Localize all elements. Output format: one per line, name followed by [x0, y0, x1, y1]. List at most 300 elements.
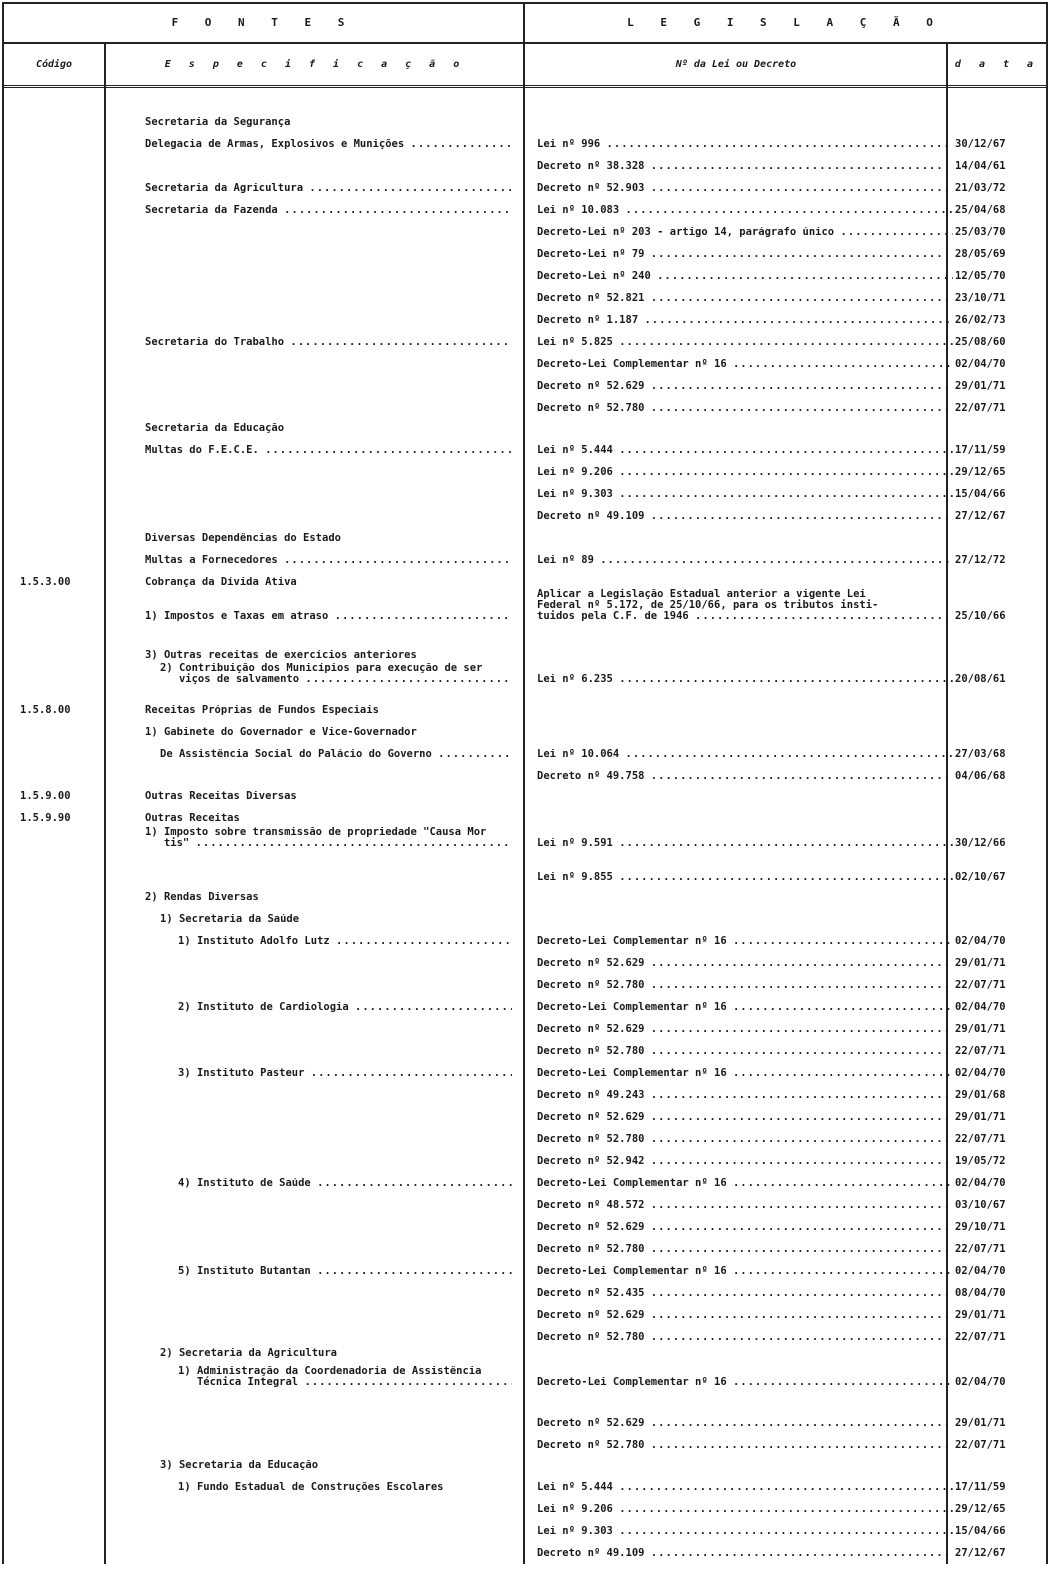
data-cell: 22/07/71 [955, 1331, 1006, 1343]
numero-lei-cell [537, 337, 953, 348]
numero-lei-cell [537, 1090, 953, 1101]
especificacao-cell-line [145, 423, 512, 434]
data-cell: 25/08/60 [955, 336, 1006, 348]
leader-dots [657, 271, 953, 282]
numero-lei-cell [537, 315, 953, 326]
data-cell: 25/03/70 [955, 226, 1006, 238]
leader-dots [651, 958, 953, 969]
especificacao-cell-line [178, 936, 512, 947]
leader-dots [619, 674, 953, 685]
table-row [0, 744, 1052, 765]
data-cell: 25/04/68 [955, 204, 1006, 216]
numero-lei-cell-line [537, 467, 953, 478]
numero-lei-cell [537, 1178, 953, 1189]
numero-lei-cell-line [537, 381, 953, 392]
leader-dots [438, 749, 512, 760]
table-row [0, 178, 1052, 199]
table-row [0, 354, 1052, 375]
numero-lei-cell [537, 1002, 953, 1013]
data-cell: 12/05/70 [955, 270, 1006, 282]
table-row [0, 266, 1052, 287]
numero-lei-cell-text: Decreto nº 52.780 [537, 980, 651, 991]
numero-lei-cell [537, 771, 953, 782]
table-row [0, 887, 1052, 908]
data-cell: 22/07/71 [955, 1243, 1006, 1255]
data-cell: 25/10/66 [955, 610, 1006, 622]
numero-lei-cell [537, 872, 953, 883]
numero-lei-cell-line [537, 1482, 953, 1493]
table-row [0, 931, 1052, 952]
numero-lei-cell-text: Lei nº 9.206 [537, 1504, 620, 1515]
leader-dots [651, 1288, 953, 1299]
numero-lei-cell-text: Lei nº 6.235 [537, 674, 620, 685]
especificacao-cell-text: 1) Secretaria da Saúde [160, 914, 300, 925]
data-cell: 22/07/71 [955, 1439, 1006, 1451]
data-cell: 29/01/68 [955, 1089, 1006, 1101]
numero-lei-cell [537, 381, 953, 392]
numero-lei-cell-text: Decreto nº 49.109 [537, 1548, 651, 1559]
leader-dots [619, 445, 953, 456]
numero-lei-cell-line [537, 958, 953, 969]
numero-lei-cell-text: Lei nº 5.444 [537, 1482, 620, 1493]
leader-dots [284, 205, 512, 216]
especificacao-cell-line [145, 205, 512, 216]
especificacao-cell [178, 1266, 512, 1277]
numero-lei-cell-text: Decreto-Lei nº 79 [537, 249, 651, 260]
numero-lei-cell-line [537, 315, 953, 326]
especificacao-cell-line [145, 791, 512, 802]
especificacao-cell-line [145, 838, 512, 849]
table-row [0, 953, 1052, 974]
leader-dots [626, 205, 953, 216]
especificacao-cell-line [145, 533, 512, 544]
data-cell: 19/05/72 [955, 1155, 1006, 1167]
leader-dots [651, 1244, 953, 1255]
especificacao-cell [145, 117, 512, 128]
especificacao-cell-line [145, 117, 512, 128]
especificacao-cell-text: 5) Instituto Butantan [178, 1266, 318, 1277]
table-row [0, 112, 1052, 133]
data-cell: 27/03/68 [955, 748, 1006, 760]
data-cell: 30/12/67 [955, 138, 1006, 150]
numero-lei-cell-text: Lei nº 9.591 [537, 838, 620, 849]
especificacao-cell-text: 3) Instituto Pasteur [178, 1068, 311, 1079]
leader-dots [651, 1024, 953, 1035]
numero-lei-cell-text: Decreto nº 52.629 [537, 381, 651, 392]
leader-dots [651, 1548, 953, 1559]
numero-lei-cell [537, 1310, 953, 1321]
table-row [0, 462, 1052, 483]
numero-lei-cell-line [537, 293, 953, 304]
especificacao-cell-text: Delegacia de Armas, Explosivos e Munições [145, 139, 411, 150]
leader-dots [305, 674, 512, 685]
especificacao-cell-text: tis" [145, 837, 196, 849]
leader-dots [651, 771, 953, 782]
leader-dots [619, 467, 953, 478]
numero-lei-cell-line [537, 936, 953, 947]
leader-dots [695, 611, 953, 622]
table-row [0, 1521, 1052, 1542]
numero-lei-cell-line [537, 1244, 953, 1255]
data-cell: 29/01/71 [955, 380, 1006, 392]
numero-lei-cell-line [537, 1332, 953, 1343]
numero-lei-cell-line [537, 1068, 953, 1079]
numero-lei-cell-line [537, 337, 953, 348]
numero-lei-cell-text: Decreto nº 52.780 [537, 1244, 651, 1255]
leader-dots [619, 337, 953, 348]
numero-lei-cell-text: Lei nº 9.303 [537, 1526, 620, 1537]
table-row [0, 484, 1052, 505]
numero-lei-cell-line [537, 205, 953, 216]
table-row [0, 1173, 1052, 1194]
leader-dots [651, 1440, 953, 1451]
table-row [0, 440, 1052, 461]
numero-lei-cell-line [537, 1090, 953, 1101]
data-cell: 27/12/72 [955, 554, 1006, 566]
numero-lei-cell-text: Decreto nº 52.629 [537, 1418, 651, 1429]
numero-lei-cell-line [537, 980, 953, 991]
especificacao-cell-text: Secretaria da Agricultura [145, 183, 310, 194]
especificacao-cell [145, 611, 512, 622]
leader-dots [355, 1002, 512, 1013]
numero-lei-cell [537, 589, 953, 622]
data-cell: 02/10/67 [955, 871, 1006, 883]
numero-lei-cell [537, 980, 953, 991]
data-cell: 29/10/71 [955, 1221, 1006, 1233]
leader-dots [600, 555, 953, 566]
numero-lei-cell [537, 674, 953, 685]
numero-lei-cell [537, 1024, 953, 1035]
numero-lei-cell-text: Decreto nº 1.187 [537, 315, 645, 326]
numero-lei-cell-text: Decreto nº 52.629 [537, 1222, 651, 1233]
data-cell: 17/11/59 [955, 444, 1006, 456]
especificacao-cell [145, 705, 512, 716]
leader-dots [651, 1046, 953, 1057]
numero-lei-cell-line [537, 1526, 953, 1537]
numero-lei-cell-line [537, 872, 953, 883]
numero-lei-cell [537, 1288, 953, 1299]
numero-lei-cell-line [537, 1002, 953, 1013]
numero-lei-cell-line [537, 1024, 953, 1035]
especificacao-cell-text: 2) Secretaria da Agricultura [160, 1348, 338, 1359]
especificacao-cell-line [178, 1068, 512, 1079]
especificacao-cell-text: 3) Secretaria da Educação [160, 1460, 319, 1471]
numero-lei-cell-text: Decreto-Lei Complementar nº 16 [537, 1377, 733, 1388]
header-group-row [2, 2, 1048, 44]
table-row [0, 822, 1052, 854]
numero-lei-cell-text: Decreto-Lei Complementar nº 16 [537, 1266, 733, 1277]
especificacao-cell-line [160, 749, 512, 760]
numero-lei-cell-line [537, 161, 953, 172]
especificacao-cell-line [145, 727, 512, 738]
numero-lei-cell [537, 445, 953, 456]
especificacao-cell-line [145, 892, 512, 903]
leader-dots [651, 403, 953, 414]
especificacao-cell [145, 183, 512, 194]
numero-lei-cell [537, 139, 953, 150]
especificacao-cell-text: Outras Receitas Diversas [145, 791, 297, 802]
numero-lei-cell-text: Decreto nº 52.629 [537, 1024, 651, 1035]
numero-lei-cell-text: Federal nº 5.172, de 25/10/66, para os tributos insti- [537, 599, 879, 611]
leader-dots [651, 1156, 953, 1167]
especificacao-cell-text: viços de salvamento [160, 673, 306, 685]
numero-lei-cell-text: Lei nº 9.303 [537, 489, 620, 500]
numero-lei-cell [537, 489, 953, 500]
especificacao-cell [178, 1068, 512, 1079]
especificacao-cell [160, 914, 512, 925]
data-cell: 15/04/66 [955, 1525, 1006, 1537]
leader-dots [265, 445, 512, 456]
data-cell: 27/12/67 [955, 1547, 1006, 1559]
especificacao-cell-line [145, 705, 512, 716]
leader-dots [196, 838, 512, 849]
table-row [0, 584, 1052, 627]
table-row [0, 134, 1052, 155]
leader-dots [651, 1310, 953, 1321]
numero-lei-cell-text: Lei nº 10.064 [537, 749, 626, 760]
numero-lei-cell [537, 1244, 953, 1255]
data-cell: 02/04/70 [955, 1265, 1006, 1277]
table-row [0, 1151, 1052, 1172]
numero-lei-cell [537, 467, 953, 478]
data-cell: 04/06/68 [955, 770, 1006, 782]
especificacao-cell-line [145, 445, 512, 456]
table-row [0, 786, 1052, 807]
data-cell: 02/04/70 [955, 1177, 1006, 1189]
leader-dots [607, 139, 953, 150]
numero-lei-cell-line [537, 771, 953, 782]
leader-dots [317, 1266, 512, 1277]
header-especificacao: E s p e c i f i c a ç ã o [164, 58, 466, 70]
especificacao-cell-text: 1) Imposto sobre transmissão de propriedade "Causa Mor [145, 827, 487, 838]
numero-lei-cell [537, 1200, 953, 1211]
data-cell: 29/12/65 [955, 1503, 1006, 1515]
numero-lei-cell-line [537, 1548, 953, 1559]
data-cell: 17/11/59 [955, 1481, 1006, 1493]
especificacao-cell-text: Técnica Integral [178, 1376, 305, 1388]
numero-lei-cell [537, 749, 953, 760]
data-cell: 02/04/70 [955, 1067, 1006, 1079]
especificacao-cell-line [160, 1348, 512, 1359]
leader-dots [651, 1418, 953, 1429]
numero-lei-cell-line [537, 1266, 953, 1277]
table-row [0, 550, 1052, 571]
data-cell: 02/04/70 [955, 1376, 1006, 1388]
numero-lei-cell-line [537, 1288, 953, 1299]
leader-dots [335, 611, 512, 622]
leader-dots [336, 936, 512, 947]
codigo-cell: 1.5.8.00 [20, 704, 71, 716]
table-row [0, 1435, 1052, 1456]
data-cell: 27/12/67 [955, 510, 1006, 522]
numero-lei-cell [537, 1332, 953, 1343]
numero-lei-cell-text: Decreto nº 38.328 [537, 161, 651, 172]
header-fontes: F O N T E S [171, 15, 355, 29]
leader-dots [619, 1504, 953, 1515]
leader-dots [733, 936, 953, 947]
especificacao-cell [178, 1002, 512, 1013]
numero-lei-cell-line [537, 838, 953, 849]
numero-lei-cell-line [537, 1418, 953, 1429]
especificacao-cell [178, 1178, 512, 1189]
leader-dots [304, 1377, 512, 1388]
especificacao-cell [145, 533, 512, 544]
numero-lei-cell-text: Decreto-Lei Complementar nº 16 [537, 1178, 733, 1189]
especificacao-cell [178, 936, 512, 947]
numero-lei-cell [537, 249, 953, 260]
numero-lei-cell-line [537, 1377, 953, 1388]
numero-lei-cell [537, 1112, 953, 1123]
numero-lei-cell-text: Decreto nº 52.780 [537, 1440, 651, 1451]
numero-lei-cell-text: Decreto nº 49.243 [537, 1090, 651, 1101]
numero-lei-cell [537, 1134, 953, 1145]
header-data: d a t a [954, 58, 1040, 70]
especificacao-cell-text: Cobrança da Dívida Ativa [145, 577, 297, 588]
especificacao-cell [160, 749, 512, 760]
especificacao-cell [160, 1460, 512, 1471]
table-row [0, 1543, 1052, 1564]
numero-lei-cell-line [537, 555, 953, 566]
data-cell: 29/01/71 [955, 1309, 1006, 1321]
especificacao-cell-line [178, 1482, 512, 1493]
especificacao-cell [145, 727, 512, 738]
leader-dots [733, 1266, 953, 1277]
numero-lei-cell [537, 1548, 953, 1559]
numero-lei-cell-text: Decreto-Lei Complementar nº 16 [537, 1068, 733, 1079]
numero-lei-cell [537, 183, 953, 194]
leader-dots [651, 293, 953, 304]
leader-dots [651, 1134, 953, 1145]
especificacao-cell-line [160, 1460, 512, 1471]
especificacao-cell-text: 2) Rendas Diversas [145, 892, 259, 903]
numero-lei-cell-line [537, 489, 953, 500]
header-numero-lei: Nº da Lei ou Decreto [675, 58, 797, 70]
data-cell: 29/01/71 [955, 1023, 1006, 1035]
numero-lei-cell-text: Decreto-Lei Complementar nº 16 [537, 359, 733, 370]
numero-lei-cell-text: Lei nº 5.444 [537, 445, 620, 456]
data-cell: 29/01/71 [955, 1417, 1006, 1429]
data-cell: 22/07/71 [955, 979, 1006, 991]
especificacao-cell-line [145, 611, 512, 622]
leader-dots [317, 1178, 512, 1189]
table-row [0, 1129, 1052, 1150]
table-row [0, 200, 1052, 221]
table-row [0, 766, 1052, 787]
table-row [0, 1195, 1052, 1216]
table-row [0, 1041, 1052, 1062]
especificacao-cell [145, 423, 512, 434]
especificacao-cell-text: Diversas Dependências do Estado [145, 533, 341, 544]
data-cell: 14/04/61 [955, 160, 1006, 172]
especificacao-cell-text: Multas do F.E.C.E. [145, 445, 266, 456]
numero-lei-cell-text: Decreto nº 52.780 [537, 403, 651, 414]
numero-lei-cell [537, 1222, 953, 1233]
table-row [0, 975, 1052, 996]
table-row [0, 867, 1052, 888]
numero-lei-cell-line [537, 1310, 953, 1321]
numero-lei-cell-text: tuidos pela C.F. de 1946 [537, 610, 696, 622]
numero-lei-cell [537, 161, 953, 172]
especificacao-cell [145, 791, 512, 802]
data-cell: 22/07/71 [955, 1133, 1006, 1145]
leader-dots [651, 1222, 953, 1233]
especificacao-cell [178, 1366, 512, 1388]
data-cell: 22/07/71 [955, 402, 1006, 414]
numero-lei-cell-text: Decreto nº 49.758 [537, 771, 651, 782]
table-row [0, 1455, 1052, 1476]
numero-lei-cell-text: Decreto nº 52.780 [537, 1134, 651, 1145]
numero-lei-cell-line [537, 139, 953, 150]
table-row [0, 1085, 1052, 1106]
especificacao-cell [145, 892, 512, 903]
especificacao-cell [145, 205, 512, 216]
numero-lei-cell-line [537, 1440, 953, 1451]
numero-lei-cell-text: Lei nº 9.855 [537, 872, 620, 883]
especificacao-cell [178, 1482, 512, 1493]
especificacao-cell-line [160, 914, 512, 925]
table-row [0, 222, 1052, 243]
table-row [0, 1499, 1052, 1520]
numero-lei-cell [537, 936, 953, 947]
data-cell: 29/12/65 [955, 466, 1006, 478]
leader-dots [619, 1482, 953, 1493]
leader-dots [309, 183, 512, 194]
especificacao-cell-line [145, 183, 512, 194]
numero-lei-cell [537, 1526, 953, 1537]
data-cell: 20/08/61 [955, 673, 1006, 685]
leader-dots [619, 872, 953, 883]
table-row [0, 997, 1052, 1018]
table-row [0, 1283, 1052, 1304]
leader-dots [651, 1090, 953, 1101]
leader-dots [284, 555, 512, 566]
table-row [0, 1107, 1052, 1128]
leader-dots [626, 749, 953, 760]
especificacao-cell-line [145, 337, 512, 348]
numero-lei-cell-line [537, 271, 953, 282]
numero-lei-cell [537, 293, 953, 304]
numero-lei-cell-line [537, 1200, 953, 1211]
especificacao-cell-text: 3) Outras receitas de exercícios anteriores [145, 650, 417, 661]
especificacao-cell [145, 139, 512, 150]
table-row [0, 1361, 1052, 1393]
table-row [0, 1239, 1052, 1260]
numero-lei-cell [537, 403, 953, 414]
numero-lei-cell-line [537, 183, 953, 194]
table-row [0, 1261, 1052, 1282]
leader-dots [733, 1068, 953, 1079]
table-row [0, 376, 1052, 397]
header-codigo: Código [35, 58, 73, 70]
numero-lei-cell [537, 511, 953, 522]
numero-lei-cell [537, 1482, 953, 1493]
table-row [0, 1477, 1052, 1498]
numero-lei-cell-line [537, 249, 953, 260]
numero-lei-cell [537, 1156, 953, 1167]
leader-dots [619, 838, 953, 849]
data-cell: 03/10/67 [955, 1199, 1006, 1211]
especificacao-cell-line [178, 1266, 512, 1277]
numero-lei-cell-text: Lei nº 89 [537, 555, 601, 566]
numero-lei-cell-line [537, 1112, 953, 1123]
data-cell: 30/12/66 [955, 837, 1006, 849]
leader-dots [651, 1332, 953, 1343]
numero-lei-cell [537, 1046, 953, 1057]
especificacao-cell-text: 1) Fundo Estadual de Construções Escolares [178, 1482, 444, 1493]
table-row [0, 506, 1052, 527]
numero-lei-cell-text: Decreto-Lei Complementar nº 16 [537, 1002, 733, 1013]
especificacao-cell [160, 663, 512, 685]
